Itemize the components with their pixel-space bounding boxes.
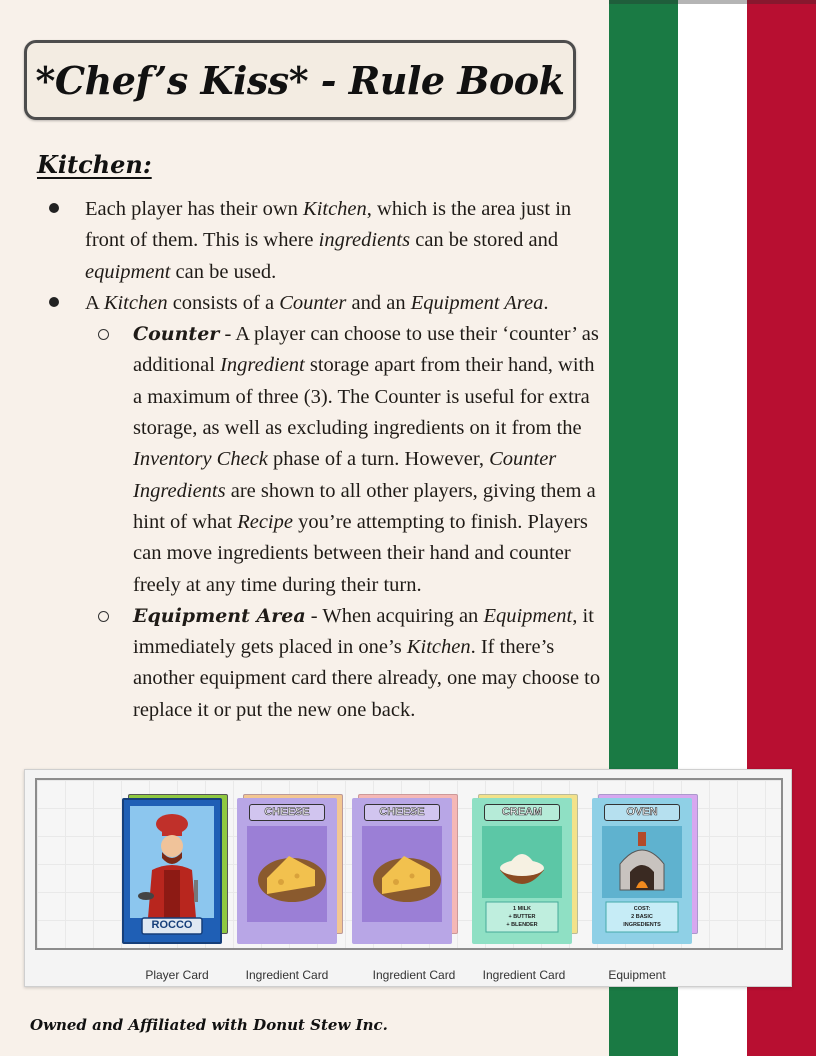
card-caption-player: Player Card — [145, 968, 209, 982]
title-banner — [24, 40, 576, 120]
term-counter: Counter — [133, 323, 220, 346]
sub-bullet-equipment-area: Equipment Area - When acquiring an Equipment, it immediately gets placed in one’s Kitchen. If there’s another equipment card there already, one may choose to replace it or put the new one back. — [40, 601, 605, 726]
ingredient-title: CHEESE — [249, 804, 325, 821]
page-title: *Chef’s Kiss* - Rule Book — [35, 57, 565, 103]
bullet-icon — [49, 203, 59, 213]
equipment-card-oven: OVEN COST: 2 BASIC INGREDIENTS — [592, 798, 692, 944]
ingredient-card-cheese — [352, 798, 452, 944]
bullet-kitchen-description: Each player has their own Kitchen, which is the area just in front of them. This is where ingredients can be stored and equipment can be used. — [40, 194, 605, 288]
hollow-bullet-icon — [98, 329, 109, 340]
card-caption-equipment: Equipment — [608, 968, 666, 982]
player-card-name: ROCCO — [151, 919, 193, 931]
ingredient-title: CHEESE — [364, 804, 440, 821]
hollow-bullet-icon — [98, 611, 109, 622]
term-equipment-area: Equipment Area — [133, 604, 306, 627]
ingredient-card-cream: CREAM 1 MILK + BUTTER + BLENDER — [472, 798, 572, 944]
bullet-kitchen-parts: A Kitchen consists of a Counter and an Equipment Area. — [40, 288, 605, 319]
card-caption-ingredient: Ingredient Card — [482, 968, 566, 982]
player-card — [122, 798, 222, 944]
bullet-icon — [49, 297, 59, 307]
footer-credit: Owned and Affiliated with Donut Stew Inc. — [30, 1016, 388, 1034]
card-caption-ingredient: Ingredient Card — [245, 968, 329, 982]
sub-bullet-counter: Counter - A player can choose to use their ‘counter’ as additional Ingredient storage apart from their hand, with a maximum of three (3). The Counter is useful for extra storage, as well as excluding ingredients on it from the Inventory Check phase of a turn. However, Counter Ingredients are shown to all other players, giving them a hint of what Recipe you’re attempting to finish. Players can move ingredients between their hand and counter freely at any time during their turn. — [40, 319, 605, 601]
card-caption-ingredient: Ingredient Card — [372, 968, 456, 982]
cheese-icon — [237, 798, 337, 944]
section-heading: Kitchen: — [37, 150, 152, 179]
ingredient-card-cheese — [237, 798, 337, 944]
ingredient-title: CREAM — [484, 804, 560, 821]
kitchen-example-image — [24, 769, 792, 987]
rules-content — [40, 194, 605, 726]
flag-top-edge — [609, 0, 816, 4]
cheese-icon — [352, 798, 452, 944]
equipment-title: OVEN — [604, 804, 680, 821]
kitchen-grid-area — [35, 778, 783, 950]
